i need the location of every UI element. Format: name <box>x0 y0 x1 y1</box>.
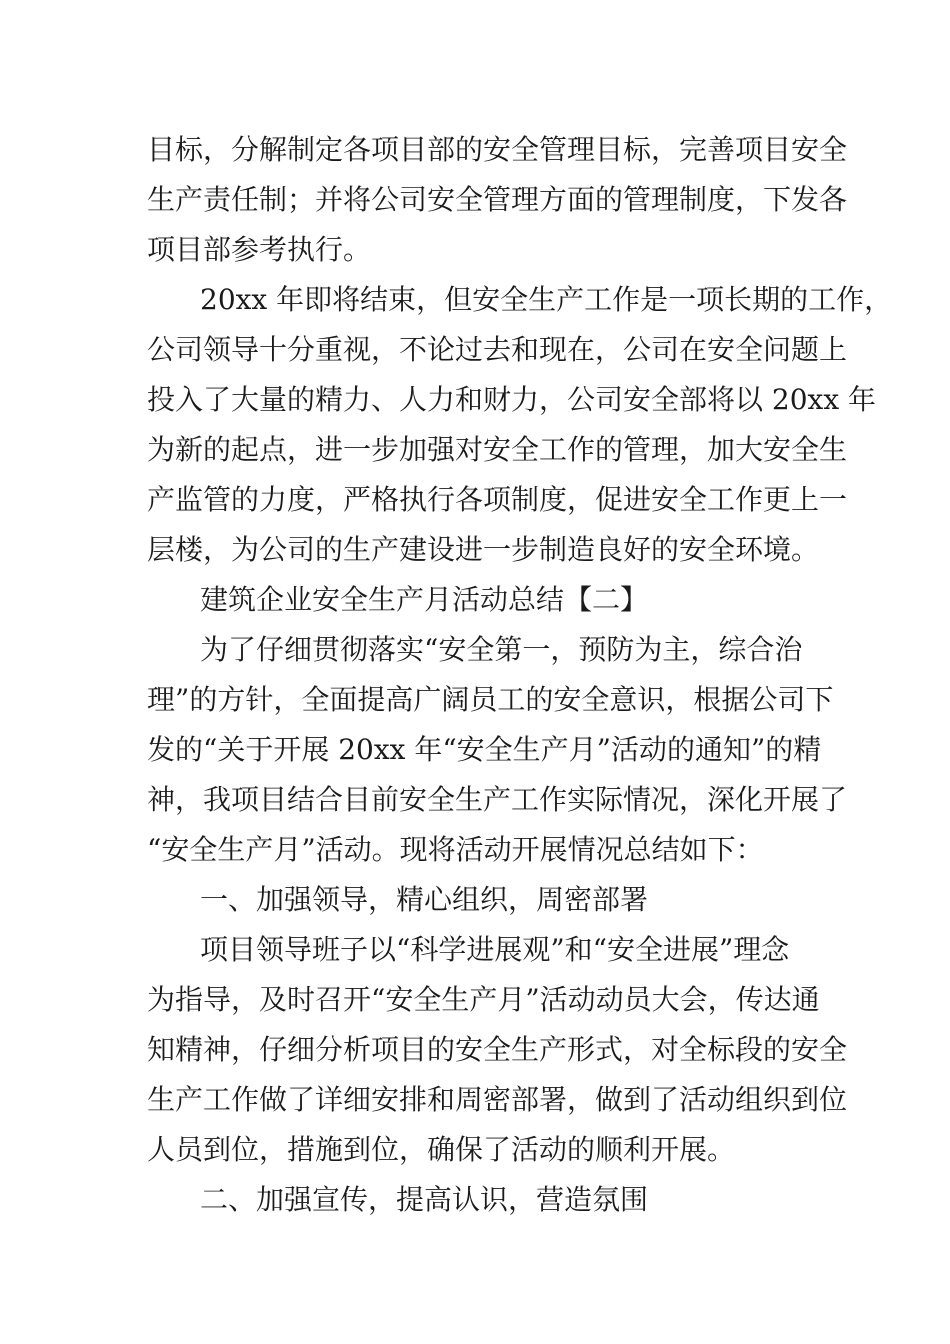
paragraph-2-line-6: 层楼，为公司的生产建设进一步制造良好的安全环境。 <box>147 533 820 566</box>
section-heading: 建筑企业安全生产月活动总结【二】 <box>200 583 649 616</box>
paragraph-1-line-1: 目标，分解制定各项目部的安全管理目标，完善项目安全 <box>147 133 848 166</box>
paragraph-3-line-4: 神，我项目结合目前安全生产工作实际情况，深化开展了 <box>147 783 848 816</box>
paragraph-4-line-3: 知精神，仔细分析项目的安全生产形式，对全标段的安全 <box>147 1033 848 1066</box>
paragraph-2-line-1: 20xx 年即将结束，但安全生产工作是一项长期的工作， <box>200 283 893 316</box>
paragraph-2-line-3: 投入了大量的精力、人力和财力，公司安全部将以 20xx 年 <box>147 383 877 416</box>
paragraph-4-line-1: 项目领导班子以“科学进展观”和“安全进展”理念 <box>200 933 790 966</box>
paragraph-4-line-2: 为指导，及时召开“安全生产月”活动动员大会，传达通 <box>147 983 820 1016</box>
paragraph-3-line-2: 理”的方针，全面提高广阔员工的安全意识，根据公司下 <box>147 683 834 716</box>
paragraph-2-line-4: 为新的起点，进一步加强对安全工作的管理，加大安全生 <box>147 433 848 466</box>
paragraph-2-line-2: 公司领导十分重视，不论过去和现在，公司在安全问题上 <box>147 333 848 366</box>
paragraph-3-line-5: “安全生产月”活动。现将活动开展情况总结如下： <box>147 833 764 866</box>
paragraph-3-line-1: 为了仔细贯彻落实“安全第一，预防为主，综合治 <box>200 633 803 666</box>
paragraph-4-line-5: 人员到位，措施到位，确保了活动的顺利开展。 <box>147 1133 736 1166</box>
paragraph-1-line-2: 生产责任制；并将公司安全管理方面的管理制度，下发各 <box>147 183 848 216</box>
paragraph-2-line-5: 产监管的力度，严格执行各项制度，促进安全工作更上一 <box>147 483 848 516</box>
subheading-2: 二、加强宣传，提高认识，营造氛围 <box>200 1183 649 1216</box>
subheading-1: 一、加强领导，精心组织，周密部署 <box>200 883 649 916</box>
paragraph-4-line-4: 生产工作做了详细安排和周密部署，做到了活动组织到位 <box>147 1083 848 1116</box>
paragraph-3-line-3: 发的“关于开展 20xx 年“安全生产月”活动的通知”的精 <box>147 733 822 766</box>
paragraph-1-line-3: 项目部参考执行。 <box>147 233 372 266</box>
